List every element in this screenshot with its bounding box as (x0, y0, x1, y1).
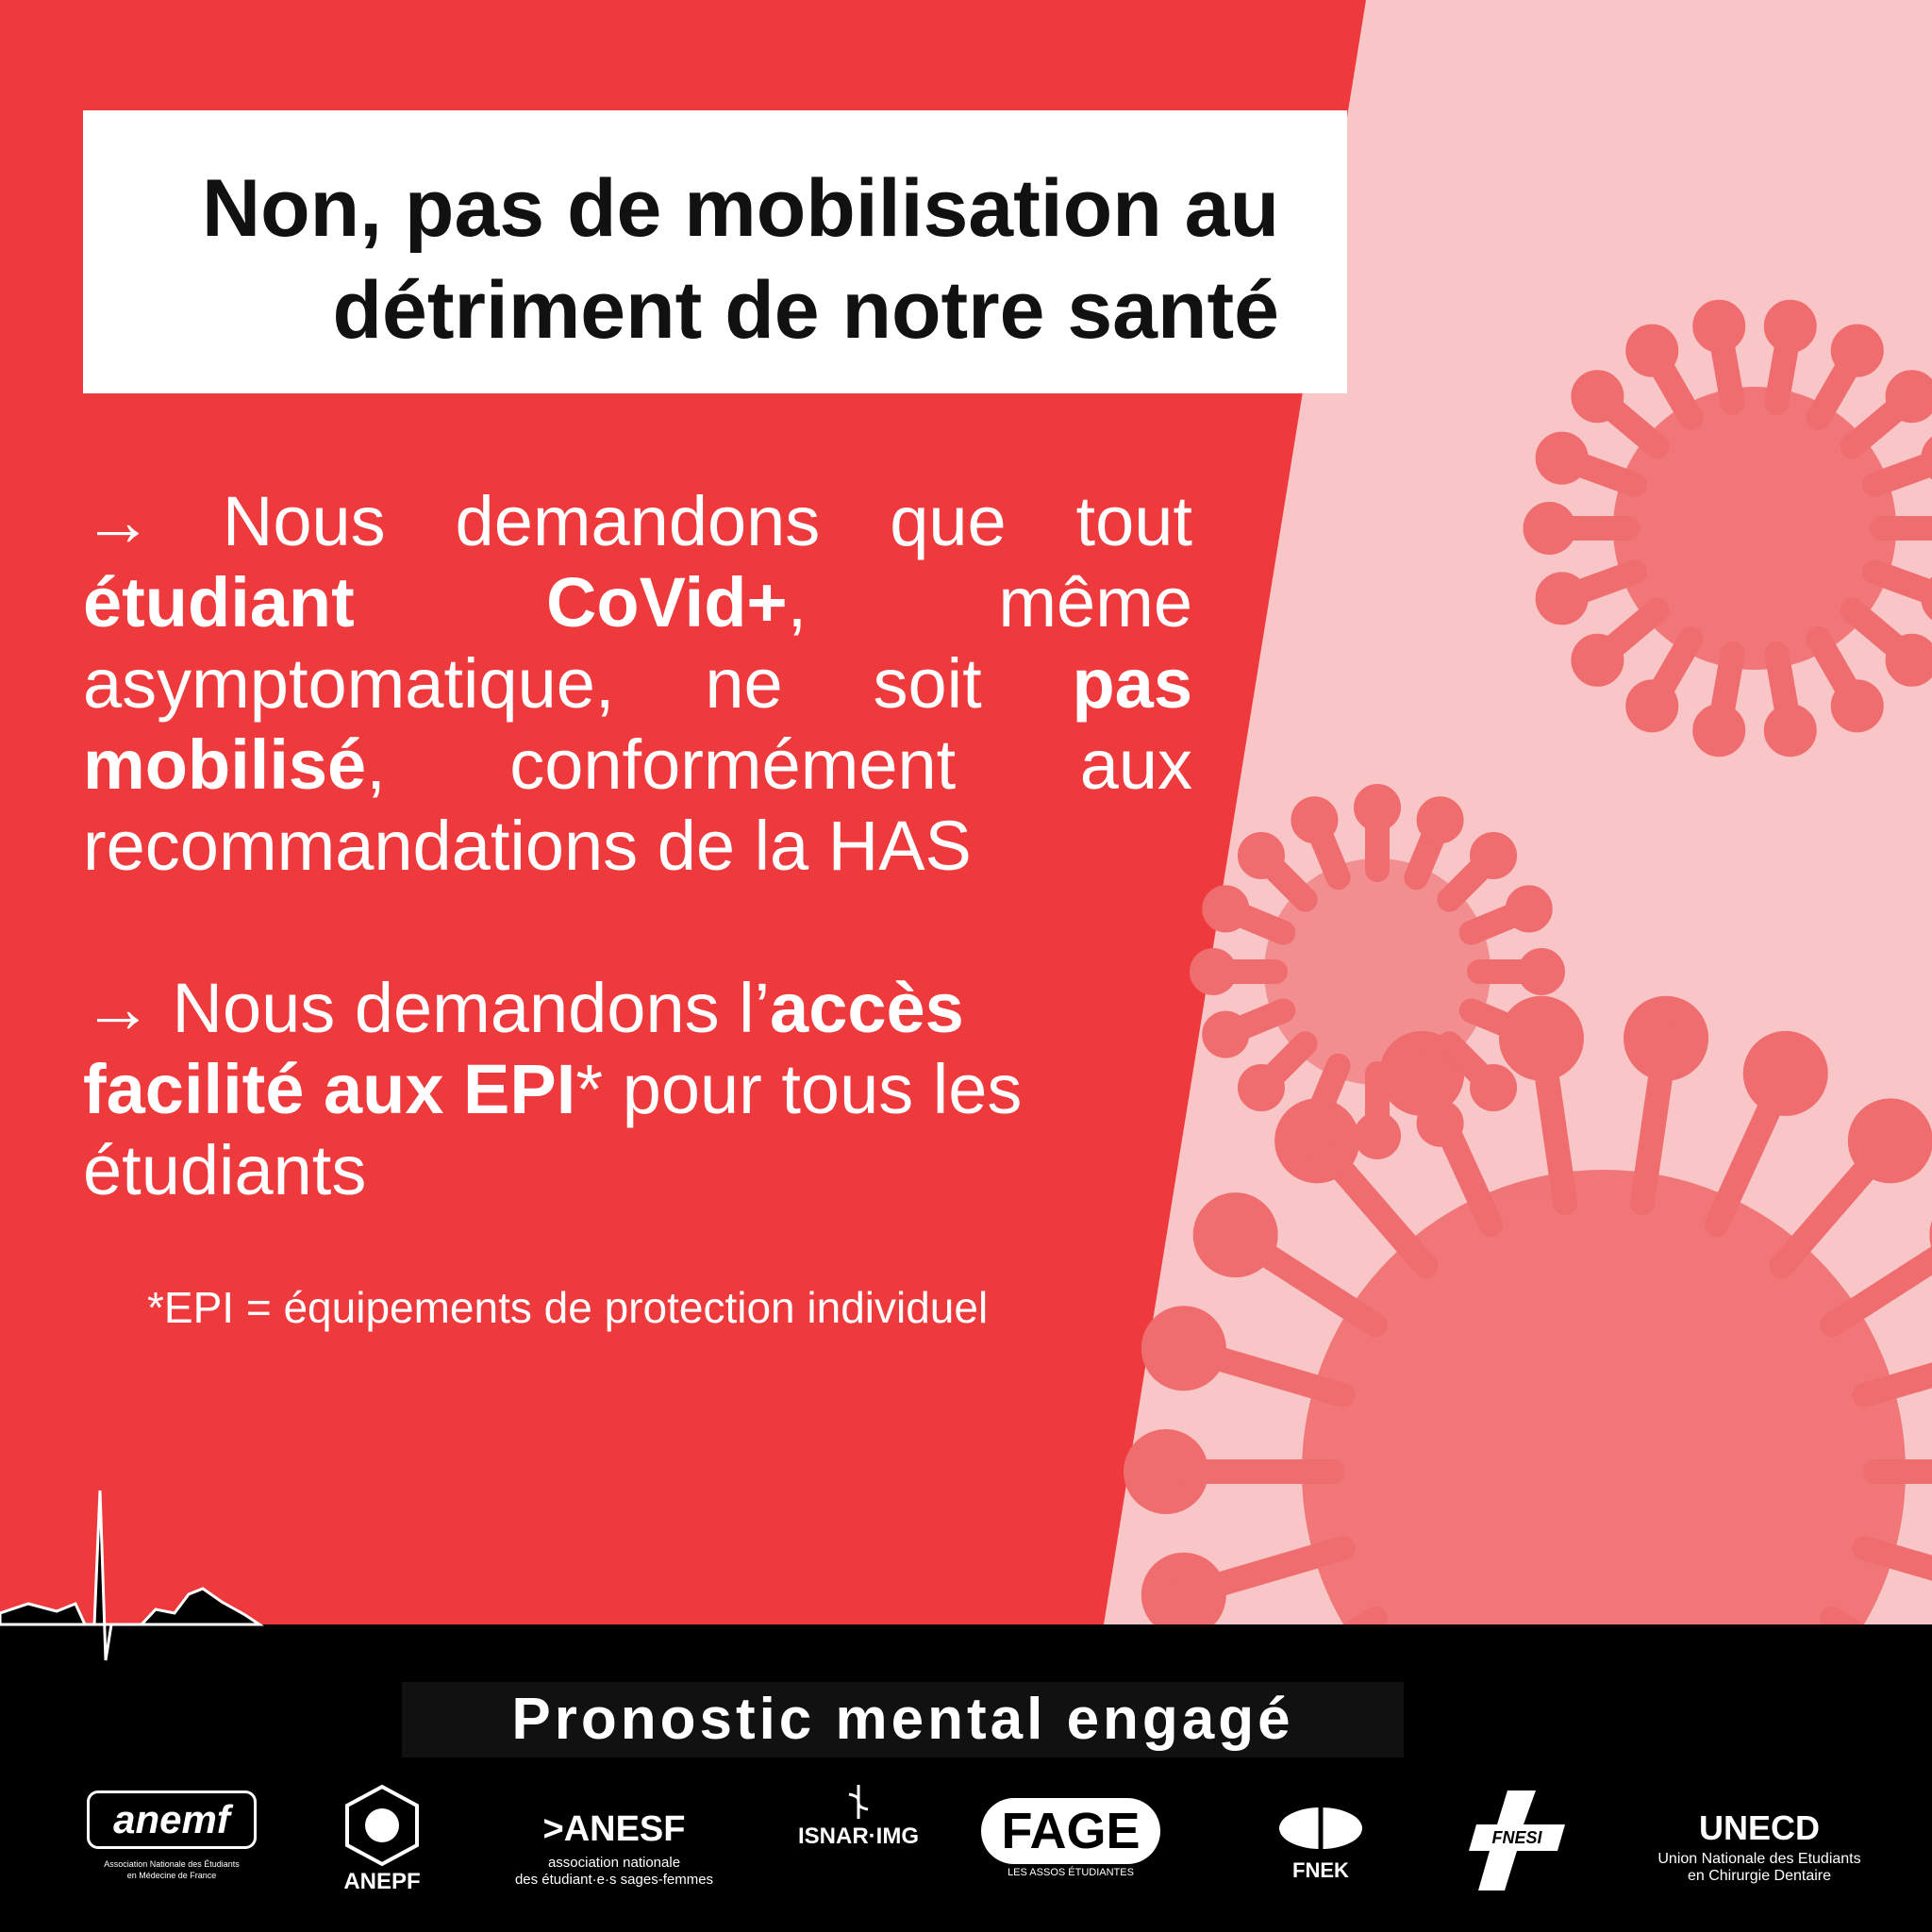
virus-spike-tip (1518, 897, 1541, 920)
demand-paragraph-1 (83, 481, 1192, 887)
unecd-sub-1: Union Nationale des Etudiants (1657, 1851, 1861, 1867)
virus-spike-tip (1898, 646, 1926, 675)
virus-spike-tip (1214, 1024, 1237, 1046)
unecd-logo-text: UNECD (1698, 1808, 1820, 1847)
isnar-logo-text: ISNAR·IMG (798, 1824, 919, 1849)
anepf-logo-text: ANEPF (343, 1869, 421, 1894)
virus-spike-tip (1250, 1076, 1273, 1099)
virus-spike-tip (1898, 382, 1926, 410)
virus-spike-tip (1303, 808, 1325, 831)
fnek-logo-text: FNEK (1292, 1858, 1349, 1882)
logo-fnek (1255, 1783, 1387, 1906)
unecd-sub-2: en Chirurgie Dentaire (1687, 1868, 1832, 1884)
logo-anesf (506, 1783, 723, 1906)
virus-spike-tip (1366, 796, 1389, 819)
page-title (91, 158, 1279, 361)
p1-bold-1: étudiant CoVid+ (83, 563, 788, 641)
logo-isnar-img (774, 1783, 943, 1906)
anemf-logo-text: anemf (87, 1790, 257, 1849)
virus-spike-tip (1214, 897, 1237, 920)
logo-unecd (1641, 1783, 1877, 1906)
virus-spike-tip (1303, 1112, 1325, 1135)
anemf-sub-2: en Médecine de France (126, 1871, 217, 1880)
virus-spike-tip (1636, 1008, 1696, 1069)
virus-spike-tip (1154, 1565, 1214, 1625)
virus-spike-tip (1583, 382, 1611, 410)
p1-text-3: , conformément aux recommandations de la HAS (83, 725, 1192, 885)
p2-text-1: Nous demandons l’ (153, 969, 771, 1047)
virus-spike-tip (1638, 691, 1666, 720)
logo-fage (981, 1783, 1160, 1906)
virus-spike-tip (1843, 337, 1872, 365)
arrow-2: → (83, 969, 153, 1047)
title-line-2: détriment de notre santé (332, 265, 1279, 356)
logo-anepf (321, 1783, 443, 1906)
virus-spike-tip (1530, 960, 1553, 983)
p1-text-2: , même asymptomatique, ne soit (83, 563, 1192, 723)
demand-paragraph-2 (83, 968, 1026, 1211)
virus-spike-tip (1136, 1441, 1196, 1502)
slogan: Pronostic mental engagé (511, 1687, 1294, 1752)
fage-logo-text: FAGE (981, 1798, 1160, 1864)
virus-spike-tip (1776, 312, 1805, 341)
virus-spike-tip (1206, 1205, 1266, 1265)
virus-spike-tip (1583, 646, 1611, 675)
virus-spike-tip (1429, 1112, 1452, 1135)
caduceus-wing-icon (1274, 1783, 1368, 1858)
arrow-1: → (83, 482, 153, 560)
title-box (83, 110, 1347, 393)
virus-spike-tip (1756, 1043, 1816, 1104)
p2-text-2: * pour tous les étudiants (83, 1050, 1023, 1209)
p2-bold-1: accès facilité aux EPI (83, 969, 964, 1128)
virus-spike-tip (1548, 584, 1576, 612)
anesf-sub-2: des étudiant·e·s sages-femmes (514, 1872, 714, 1888)
virus-spike-tip (1536, 514, 1564, 542)
virus-spike-tip (1776, 716, 1805, 744)
virus-spike-tip (1518, 1024, 1541, 1046)
logo-fnesi (1460, 1783, 1574, 1906)
virus-spike-tip (1482, 1076, 1505, 1099)
virus-spike-tip (1860, 1110, 1921, 1171)
p1-text-1: Nous demandons que tout (153, 482, 1192, 560)
virus-spike-tip (1705, 312, 1733, 341)
virus-spike-tip (1482, 844, 1505, 867)
virus-spike-tip (1843, 691, 1872, 720)
virus-spike-tip (1548, 444, 1576, 473)
caduceus-icon (840, 1783, 877, 1821)
virus-spike-tip (1429, 808, 1452, 831)
virus-spike-tip (1366, 1124, 1389, 1147)
footnote: *EPI = équipements de protection individuel (147, 1283, 989, 1332)
anesf-sub-1: association nationale (547, 1855, 681, 1871)
fnesi-logo-text: FNESI (1491, 1828, 1542, 1847)
p1-bold-2: pas mobilisé (83, 644, 1192, 804)
logo-anemf (87, 1783, 257, 1906)
anemf-sub-1: Association Nationale des Étudiants (104, 1859, 240, 1869)
virus-spike-tip (1705, 716, 1733, 744)
title-line-1: Non, pas de mobilisation au (201, 163, 1279, 254)
virus-spike-tip (1250, 844, 1273, 867)
fage-sub-1: LES ASSOS ÉTUDIANTES (1008, 1867, 1134, 1878)
hexagon-icon (341, 1783, 423, 1868)
anesf-logo-text: >ANESF (542, 1809, 686, 1849)
virus-spike-tip (1638, 337, 1666, 365)
virus-spike-tip (1202, 960, 1224, 983)
